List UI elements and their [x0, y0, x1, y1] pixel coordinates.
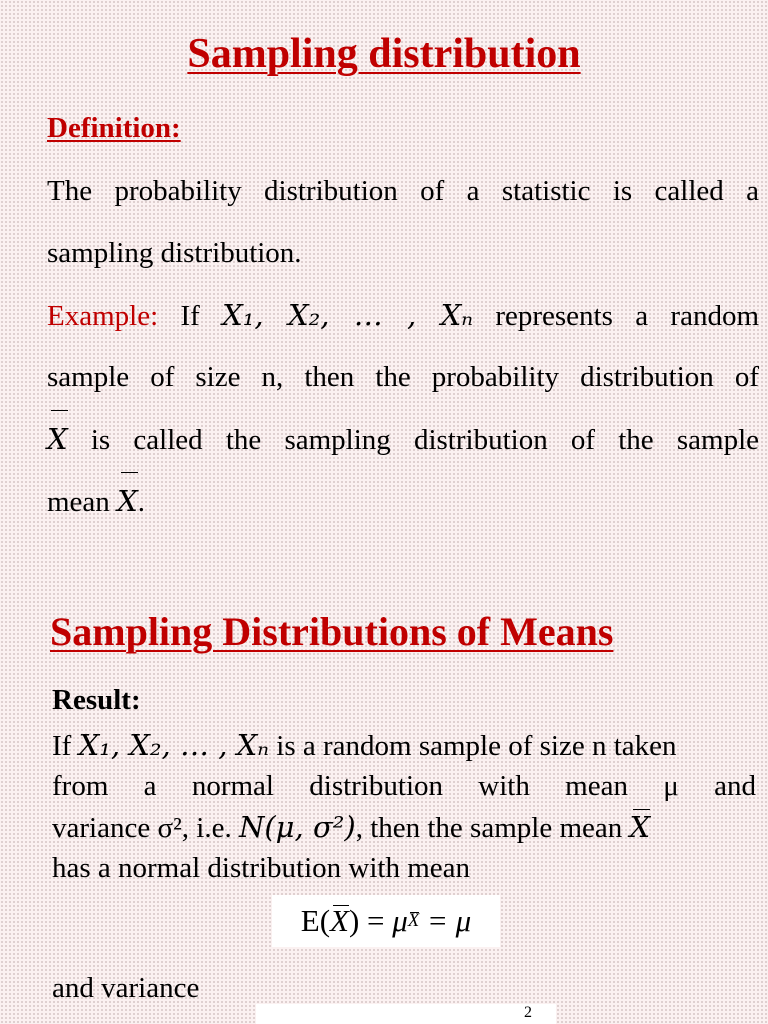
formula-eq: = μ [419, 903, 472, 938]
example-line-4 [47, 470, 759, 533]
result-line-1 [52, 725, 756, 767]
definition-label: Definition: [47, 112, 181, 144]
x-bar-symbol: X [47, 408, 68, 470]
example-vars: X₁, X₂, … , Xₙ [222, 298, 473, 332]
result-line-3-pre: variance σ², i.e. [52, 812, 232, 844]
formula-e: E( [300, 903, 331, 938]
example-label: Example: [47, 300, 159, 332]
result-line-4: has a normal distribution with mean [52, 852, 471, 884]
x-bar-symbol-2: X [117, 470, 138, 532]
example-line-2: sample of size n, then the probability distribution of [47, 361, 759, 393]
section-title: Sampling Distributions of Means [50, 609, 614, 654]
example-line-3 [47, 408, 759, 471]
page-title: Sampling distribution [187, 31, 581, 77]
result-line-2: from a normal distribution with mean μ and [52, 770, 756, 802]
formula-close: ) = [348, 903, 393, 938]
result-line-1-pre: If [52, 730, 72, 762]
x-bar-symbol-3: X [630, 807, 651, 848]
example-if: If [180, 300, 200, 332]
result-line-3-post: , then the sample mean [355, 812, 623, 844]
example-line-1 [47, 284, 759, 347]
example-line-4-post: . [137, 486, 145, 518]
formula-mu: μ [392, 903, 408, 938]
example-line-4-pre: mean [47, 486, 110, 518]
definition-line-1: The probability distribution of a statistic is called a [47, 175, 759, 207]
example-line-3-text: is called the sampling distribution of the sample [90, 424, 759, 456]
variance-formula-partial [256, 1004, 556, 1024]
definition-line-2: sampling distribution. [47, 237, 302, 269]
result-line-3 [52, 807, 756, 849]
example-rest: represents a random [495, 300, 760, 332]
formula-mu-sub: X [407, 910, 420, 931]
normal-notation: N(μ, σ²) [238, 810, 356, 844]
formula-xbar: X [330, 903, 349, 938]
and-variance-label: and variance [52, 972, 200, 1004]
result-vars: X₁, X₂, … , Xₙ [78, 728, 270, 762]
variance-superscript: 2 [524, 1004, 532, 1021]
result-label: Result: [52, 684, 141, 716]
result-line-1-post: is a random sample of size n taken [276, 730, 677, 762]
mean-formula [272, 895, 500, 947]
